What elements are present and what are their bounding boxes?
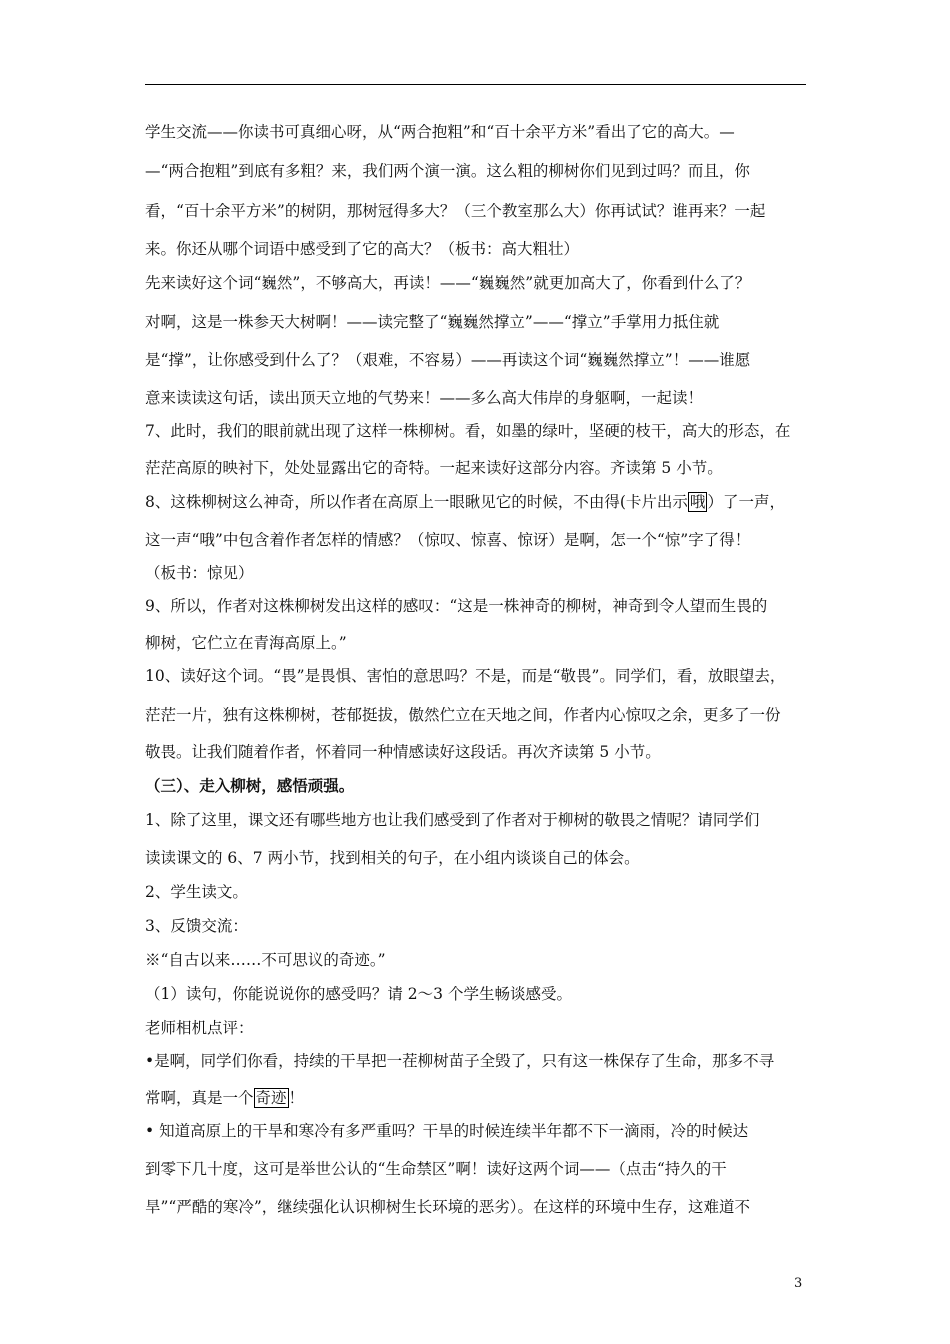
text-line: ※“自古以来……不可思议的奇迹。”: [145, 951, 386, 969]
text-line: [145, 492, 785, 512]
boxed-word: 哦: [689, 493, 706, 511]
text-line: 10、读好这个词。“畏”是畏惧、害怕的意思吗？不是，而是“敬畏”。同学们，看，放眼望去，: [145, 667, 786, 685]
text-line: （板书：惊见）: [145, 564, 254, 582]
text-line: 茫茫一片，独有这株柳树，苍郁挺拔，傲然伫立在天地之间，作者内心惊叹之余，更多了一份: [145, 706, 781, 724]
text-line: 3、反馈交流：: [145, 917, 248, 935]
text-segment: 常啊，真是一个: [145, 1089, 254, 1107]
boxed-word: 奇迹: [255, 1089, 287, 1107]
text-line: 2、学生读文。: [145, 883, 248, 901]
text-line: 柳树，它伫立在青海高原上。”: [145, 634, 347, 652]
text-line: 到零下几十度，这可是举世公认的“生命禁区”啊！读好这两个词——（点击“持久的干: [145, 1160, 727, 1178]
text-line: •是啊，同学们你看，持续的干旱把一茬柳树苗子全毁了，只有这一株保存了生命，那多不寻: [145, 1052, 775, 1070]
text-line: —“两合抱粗”到底有多粗？来，我们两个演一演。这么粗的柳树你们见到过吗？而且，你: [145, 162, 750, 180]
text-line: 旱”“严酷的寒冷”，继续强化认识柳树生长环境的恶劣）。在这样的环境中生存，这难道不: [145, 1198, 751, 1216]
text-segment: ）了一声，: [707, 493, 785, 511]
text-line: • 知道高原上的干旱和寒冷有多严重吗？干旱的时候连续半年都不下一滴雨，冷的时候达: [145, 1122, 749, 1140]
text-line: 1、除了这里，课文还有哪些地方也让我们感受到了作者对于柳树的敬畏之情呢？请同学们: [145, 811, 760, 829]
text-line: 老师相机点评：: [145, 1019, 254, 1037]
header-rule: [145, 84, 806, 85]
text-line: [145, 1088, 304, 1108]
text-line: 这一声“哦”中包含着作者怎样的情感？（惊叹、惊喜、惊讶）是啊，怎一个“惊”字了得！: [145, 531, 751, 549]
text-line: 7、此时，我们的眼前就出现了这样一株柳树。看，如墨的绿叶，坚硬的枝干，高大的形态，在: [145, 422, 791, 440]
text-line: 先来读好这个词“巍然”，不够高大，再读！——“巍巍然”就更加高大了，你看到什么了？: [145, 274, 751, 292]
page-number: 3: [794, 1276, 803, 1291]
text-line: 意来读读这句话，读出顶天立地的气势来！——多么高大伟岸的身躯啊，一起读！: [145, 389, 704, 407]
text-line: 来。你还从哪个词语中感受到了它的高大？（板书：高大粗壮）: [145, 240, 580, 258]
text-line: 读读课文的 6、7 两小节，找到相关的句子，在小组内谈谈自己的体会。: [145, 849, 640, 867]
text-line: 看，“百十余平方米”的树阴，那树冠得多大？（三个教室那么大）你再试试？谁再来？一起: [145, 202, 766, 220]
text-line: 学生交流——你读书可真细心呀，从“两合抱粗”和“百十余平方米”看出了它的高大。—: [145, 123, 735, 141]
text-line: 茫茫高原的映衬下，处处显露出它的奇特。一起来读好这部分内容。齐读第 5 小节。: [145, 459, 723, 477]
text-line: （1）读句，你能说说你的感受吗？请 2～3 个学生畅谈感受。: [145, 985, 572, 1003]
text-segment: ！: [288, 1089, 305, 1107]
text-line: 敬畏。让我们随着作者，怀着同一种情感读好这段话。再次齐读第 5 小节。: [145, 743, 661, 761]
text-line: 是“撑”，让你感受到什么了？（艰难，不容易）——再读这个词“巍巍然撑立”！——谁愿: [145, 351, 751, 369]
text-line: 对啊，这是一株参天大树啊！——读完整了“巍巍然撑立”——“撑立”手掌用力抵住就: [145, 313, 720, 331]
text-line: 9、所以，作者对这株柳树发出这样的感叹：“这是一株神奇的柳树，神奇到令人望而生畏的: [145, 597, 768, 615]
section-heading: （三）、走入柳树，感悟顽强。: [145, 776, 355, 795]
text-segment: 8、这株柳树这么神奇，所以作者在高原上一眼瞅见它的时候，不由得(卡片出示: [145, 493, 688, 511]
